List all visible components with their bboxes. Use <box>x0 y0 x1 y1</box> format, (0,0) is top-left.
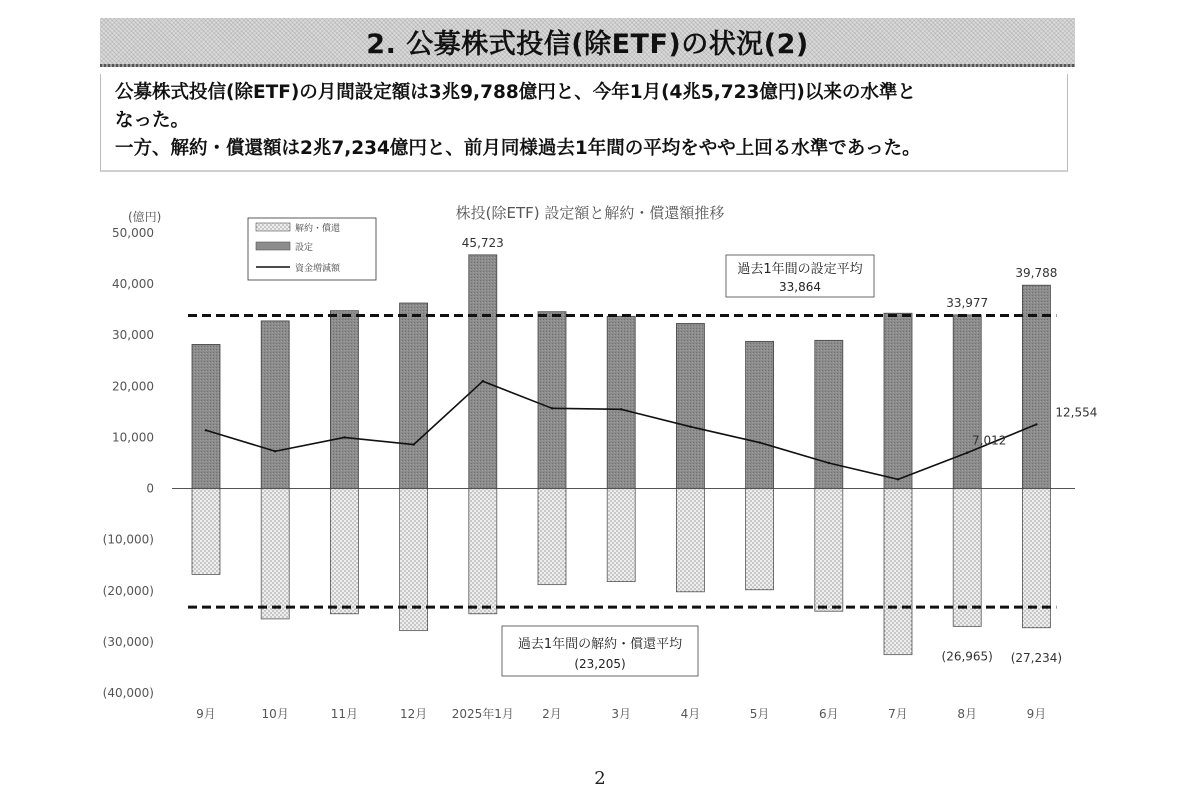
net-flow-point <box>897 478 899 480</box>
redemption-bar <box>330 489 358 614</box>
redemption-bar <box>815 489 843 612</box>
y-axis-unit-label: (億円) <box>128 210 162 224</box>
legend <box>248 218 376 280</box>
legend-label-setting: 設定 <box>295 243 314 253</box>
net-value-label: 12,554 <box>1055 405 1098 420</box>
summary-line-2: なった。 <box>115 110 190 131</box>
x-category-label: 5月 <box>749 707 770 721</box>
legend-swatch-redemption <box>256 223 290 231</box>
setting-bars <box>192 255 1050 489</box>
redemption-value-label: (26,965) <box>941 649 993 664</box>
y-tick-label: (30,000) <box>102 634 154 649</box>
redemption-average-value: (23,205) <box>574 657 626 671</box>
redemption-bar <box>538 489 566 585</box>
x-category-label: 3月 <box>611 707 632 721</box>
net-flow-point <box>689 426 691 428</box>
summary-box <box>100 74 1068 172</box>
setting-bar <box>815 340 843 488</box>
setting-bar <box>676 323 704 488</box>
y-tick-label: 30,000 <box>112 328 154 343</box>
redemption-average-label: 過去1年間の解約・償還平均 <box>517 637 683 652</box>
x-category-label: 12月 <box>399 707 428 721</box>
setting-bar <box>469 255 497 489</box>
x-category-label: 2月 <box>542 707 562 721</box>
y-axis-ticks <box>103 226 154 700</box>
y-tick-label: (10,000) <box>102 532 154 547</box>
fund-flow-chart <box>0 190 1200 730</box>
redemption-bar <box>261 489 289 619</box>
redemption-bar <box>746 489 774 590</box>
setting-bar <box>192 344 220 488</box>
net-flow-point <box>551 407 553 409</box>
x-category-label: 7月 <box>888 707 908 721</box>
net-flow-point <box>966 452 968 454</box>
setting-value-label: 39,788 <box>1015 266 1058 281</box>
setting-average-label: 過去1年間の設定平均 <box>737 262 863 277</box>
setting-bar <box>330 311 358 489</box>
x-category-label: 4月 <box>680 707 701 721</box>
legend-label-net: 資金増減額 <box>295 264 341 274</box>
setting-bar <box>261 321 289 489</box>
net-flow-point <box>274 450 276 452</box>
net-flow-point <box>620 408 622 410</box>
setting-value-label: 45,723 <box>461 235 504 250</box>
y-tick-label: 50,000 <box>112 226 154 240</box>
y-tick-label: 10,000 <box>112 430 154 445</box>
y-tick-label: 0 <box>146 481 154 496</box>
title-rule <box>100 64 1075 67</box>
legend-swatch-setting <box>256 242 290 250</box>
redemption-value-label: (27,234) <box>1010 650 1063 665</box>
setting-bar <box>607 316 635 488</box>
setting-average-value: 33,864 <box>779 280 821 294</box>
y-tick-label: 20,000 <box>112 379 154 394</box>
net-flow-point <box>828 462 830 464</box>
x-category-label: 9月 <box>1026 707 1047 721</box>
x-category-label: 10月 <box>261 707 289 721</box>
summary-line-3: 一方、解約・償還額は2兆7,234億円と、前月同様過去1年間の平均をやや上回る水準であった。 <box>115 138 921 159</box>
x-category-label: 6月 <box>818 707 839 721</box>
y-tick-label: (40,000) <box>102 686 154 700</box>
setting-bar <box>538 312 566 489</box>
setting-value-label: 33,977 <box>946 295 989 310</box>
y-tick-label: (20,000) <box>102 583 154 598</box>
x-category-label: 9月 <box>196 707 216 721</box>
setting-bar <box>400 303 428 489</box>
redemption-bar <box>192 489 220 575</box>
net-value-label: 7,012 <box>972 433 1007 448</box>
net-flow-point <box>758 441 760 443</box>
page-heading: 2. 公募株式投信(除ETF)の状況(2) <box>366 29 809 60</box>
net-flow-point <box>343 436 345 438</box>
net-flow-point <box>412 443 414 445</box>
setting-bar <box>953 315 981 489</box>
x-category-label: 11月 <box>330 707 359 721</box>
net-flow-point <box>482 380 484 382</box>
net-flow-point <box>1035 423 1037 425</box>
title-band <box>100 18 1075 64</box>
x-category-label: 8月 <box>957 707 978 721</box>
redemption-bar <box>676 489 704 592</box>
redemption-bar <box>884 489 912 655</box>
legend-label-redemption: 解約・償還 <box>295 224 341 234</box>
chart-title: 株投(除ETF) 設定額と解約・償還額推移 <box>455 204 725 222</box>
x-category-label: 2025年1月 <box>451 707 514 721</box>
page-number: 2 <box>594 768 606 789</box>
setting-bar <box>884 313 912 488</box>
x-axis-labels <box>196 706 1046 721</box>
setting-average-callout <box>726 255 874 297</box>
setting-bar <box>746 341 774 488</box>
y-tick-label: 40,000 <box>112 277 154 292</box>
redemption-bar <box>469 489 497 614</box>
redemption-bar <box>400 489 428 631</box>
summary-line-1: 公募株式投信(除ETF)の月間設定額は3兆9,788億円と、今年1月(4兆5,723億円)以来の水準と <box>115 82 916 103</box>
redemption-bar <box>607 489 635 582</box>
net-flow-point <box>205 429 207 431</box>
redemption-average-callout <box>502 626 698 676</box>
